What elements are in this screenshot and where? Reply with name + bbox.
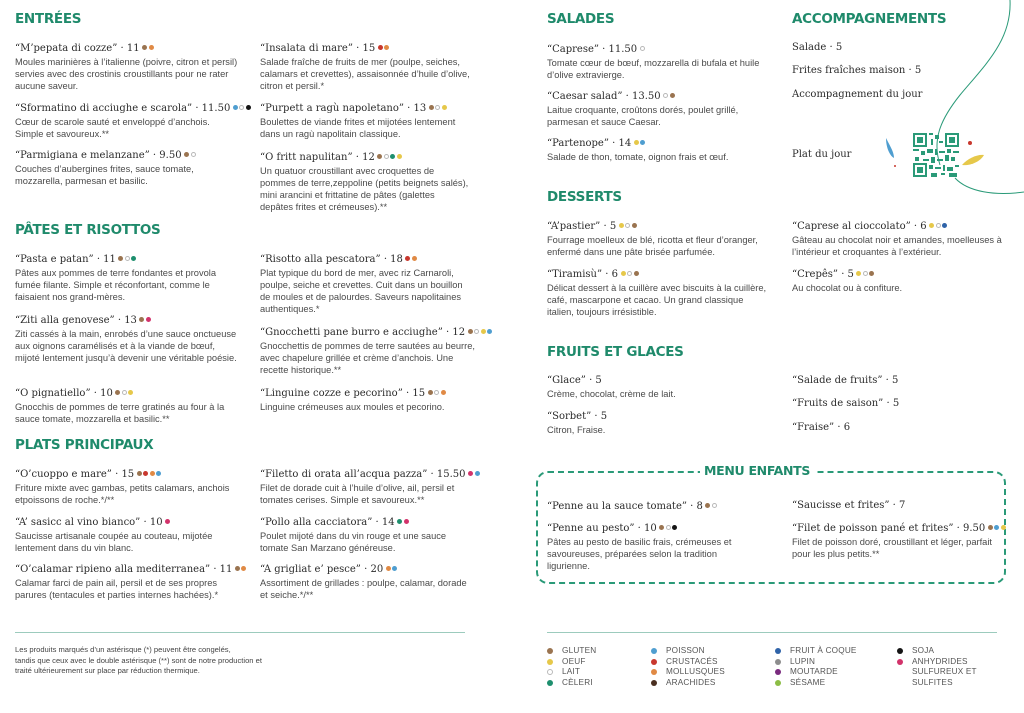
allergen-dots	[396, 515, 409, 528]
side-item: Frites fraîches maison · 5	[792, 65, 922, 76]
menu-item	[547, 136, 772, 163]
item-name: “Filetto di orata all’acqua pazza” · 15.50	[260, 467, 470, 481]
allergen-dots	[117, 252, 137, 265]
item-description: Calamar farci de pain ail, persil et de ses propres parures (tentacules et parties internes hachées).*	[15, 578, 219, 600]
item-name: “M’pepata di cozze” · 11	[15, 41, 240, 55]
item-description: Boulettes de viande frites et mijotées lentement dans un ragù napolitain classique.	[260, 117, 456, 139]
item-description: Pâtes au pesto de basilic frais, crémeuses et savoureuses, préparées selon la tradition ligurienne.	[547, 537, 732, 571]
allergen-dots	[376, 41, 389, 54]
item-name: “Partenope” · 14	[547, 136, 772, 150]
footer-divider	[15, 632, 465, 633]
legend-label: CÈLERI	[562, 677, 593, 687]
menu-item	[15, 252, 240, 303]
legend-item-celeri	[547, 678, 596, 689]
legend-label: ARACHIDES	[666, 677, 716, 687]
item-name: “Pollo alla cacciatora” · 14	[260, 515, 470, 529]
qr-code	[913, 133, 959, 177]
legend-item-gluten	[547, 646, 596, 657]
allergen-dots	[619, 267, 639, 280]
section-title-entrees: ENTRÉES	[15, 11, 82, 27]
legend-label: FRUIT À COQUE	[790, 646, 857, 655]
menu-item	[792, 521, 1002, 560]
item-description: Délicat dessert à la cuillère avec biscuits à la cuillère, café, mascarpone et cacao. Un grand classique italien, toujours irrésistible.	[547, 283, 767, 317]
legend-label: LAIT	[562, 667, 581, 676]
allergen-dot-sulfites-icon	[468, 471, 473, 476]
item-name: “Penne au pesto” · 10	[547, 521, 747, 535]
allergen-dot-gluten-icon	[988, 525, 993, 530]
section-title-plats: PLATS PRINCIPAUX	[15, 437, 154, 453]
allergen-dot-oeuf-icon	[128, 390, 133, 395]
allergen-dot-lait-icon	[640, 46, 645, 51]
item-name: “O’calamar ripieno alla mediterranea” · 11	[15, 562, 240, 576]
allergen-dot-celeri-icon	[397, 519, 402, 524]
allergen-dot-crustaces-icon	[143, 471, 148, 476]
allergen-dot-celeri-icon	[131, 256, 136, 261]
item-description: Filet de poisson doré, croustillant et léger, parfait pour les plus petits.**	[792, 537, 992, 559]
allergen-dot-poisson-icon	[640, 140, 645, 145]
legend-divider	[547, 632, 997, 633]
allergen-dot-lait-icon	[547, 669, 553, 675]
item-name: “Caprese al cioccolato” · 6	[792, 219, 1012, 233]
item-name: “Fruits de saison” · 5	[792, 398, 900, 409]
allergen-dots	[231, 101, 251, 114]
allergen-dot-celeri-icon	[547, 680, 553, 686]
menu-item	[15, 148, 240, 187]
legend-item-moutarde	[775, 667, 857, 678]
allergen-dot-oeuf-icon	[929, 223, 934, 228]
item-name: “Fraise” · 6	[792, 422, 851, 433]
menu-item	[15, 313, 240, 364]
legend-item-poisson	[651, 646, 725, 657]
menu-item	[15, 386, 240, 425]
legend-item-sesame	[775, 678, 857, 689]
item-name: “Crepês” · 5	[792, 267, 1012, 281]
legend-label: POISSON	[666, 646, 705, 655]
allergen-dot-lait-icon	[434, 390, 439, 395]
allergen-dot-gluten-icon	[429, 105, 434, 110]
allergen-dots	[141, 41, 154, 54]
footnote	[15, 645, 315, 677]
menu-item	[15, 41, 240, 92]
allergen-dot-gluten-icon	[428, 390, 433, 395]
allergen-dot-oeuf-icon	[621, 271, 626, 276]
allergen-dot-mollusques-icon	[386, 566, 391, 571]
allergen-dots	[376, 150, 402, 163]
allergen-dot-gluten-icon	[139, 317, 144, 322]
allergen-dot-oeuf-icon	[397, 154, 402, 159]
menu-item	[792, 421, 1012, 434]
allergen-dot-lait-icon	[122, 390, 127, 395]
allergen-dot-mollusques-icon	[241, 566, 246, 571]
item-name: “O pignatiello” · 10	[15, 386, 240, 400]
menu-item	[792, 219, 1012, 258]
item-description: Salade fraîche de fruits de mer (poulpe, seiches, calamars et crevettes), assaisonnée d’huile d’olive, citron et persil.*	[260, 57, 470, 91]
item-name: “Filet de poisson pané et frites” · 9.50	[792, 521, 1002, 535]
item-name: “Sorbet” · 5	[547, 411, 608, 422]
item-description: Au chocolat ou à confiture.	[792, 283, 903, 293]
allergen-dots	[138, 313, 151, 326]
allergen-dot-lait-icon	[863, 271, 868, 276]
side-item: Accompagnement du jour	[792, 89, 923, 100]
allergen-dots	[427, 101, 447, 114]
allergen-dot-gluten-icon	[137, 471, 142, 476]
allergen-dot-crustaces-icon	[405, 256, 410, 261]
menu-item	[792, 397, 1012, 410]
allergen-legend-col	[897, 646, 992, 688]
allergen-dot-lait-icon	[239, 105, 244, 110]
section-title-salades: SALADES	[547, 11, 615, 27]
footnote-line: tandis que ceux avec le double astérisque (**) sont de notre production et	[15, 655, 262, 665]
legend-label: OEUF	[562, 656, 586, 666]
menu-item	[260, 386, 470, 413]
section-title-accompagnements: ACCOMPAGNEMENTS	[792, 11, 947, 27]
item-name: “A grigliat e’ pesce” · 20	[260, 562, 470, 576]
menu-item	[15, 515, 240, 554]
item-description: Filet de dorade cuit à l’huile d’olive, ail, persil et tomates cerises. Simple et savoureux.**	[260, 483, 455, 505]
legend-label: CRUSTACÉS	[666, 656, 718, 666]
allergen-dot-gluten-icon	[670, 93, 675, 98]
allergen-dot-gluten-icon	[377, 154, 382, 159]
allergen-dots	[662, 89, 675, 102]
allergen-dots	[233, 562, 246, 575]
allergen-dot-lait-icon	[625, 223, 630, 228]
legend-item-crustaces	[651, 657, 725, 668]
menu-item	[547, 89, 772, 128]
allergen-dot-fruit_coque-icon	[775, 648, 781, 654]
allergen-dot-poisson-icon	[233, 105, 238, 110]
allergen-dot-oeuf-icon	[856, 271, 861, 276]
allergen-dot-mollusques-icon	[384, 45, 389, 50]
allergen-legend-col	[775, 646, 857, 688]
allergen-dot-mollusques-icon	[412, 256, 417, 261]
allergen-dot-lait-icon	[384, 154, 389, 159]
allergen-dot-lait-icon	[474, 329, 479, 334]
legend-item-oeuf	[547, 657, 596, 668]
allergen-dot-lupin-icon	[775, 659, 781, 665]
item-name: “Insalata di mare” · 15	[260, 41, 470, 55]
allergen-dots	[632, 136, 645, 149]
allergen-legend-col	[547, 646, 596, 688]
allergen-dots	[114, 386, 134, 399]
allergen-dots	[855, 267, 875, 280]
allergen-dot-sulfites-icon	[897, 659, 903, 665]
allergen-dot-gluten-icon	[235, 566, 240, 571]
menu-item	[547, 374, 772, 400]
legend-label: SOJA	[912, 646, 935, 655]
legend-item-soja	[897, 646, 992, 657]
legend-label: LUPIN	[790, 656, 816, 666]
allergen-dot-oeuf-icon	[481, 329, 486, 334]
menu-item	[260, 101, 470, 140]
item-name: “A’pastier” · 5	[547, 219, 772, 233]
menu-item	[547, 267, 772, 318]
menu-item	[547, 499, 772, 513]
item-name: “Gnocchetti pane burro e acciughe” · 12	[260, 325, 475, 339]
menu-item	[15, 562, 240, 601]
allergen-dot-lait-icon	[125, 256, 130, 261]
item-name: “Penne au la sauce tomate” · 8	[547, 499, 772, 513]
legend-item-sulfites	[897, 657, 992, 689]
section-title-pates: PÂTES ET RISOTTOS	[15, 222, 161, 238]
allergen-dot-gluten-icon	[547, 648, 553, 654]
item-description: Gnocchettis de pommes de terre sautées au beurre, avec chapelure grillée et crème d’anchois. Une recette historique.**	[260, 341, 475, 375]
side-item: Salade · 5	[792, 42, 843, 53]
item-name: “Glace” · 5	[547, 375, 602, 386]
allergen-dot-gluten-icon	[115, 390, 120, 395]
item-name: “Salade de fruits” · 5	[792, 375, 899, 386]
item-name: “Tiramisù” · 6	[547, 267, 772, 281]
allergen-dot-gluten-icon	[632, 223, 637, 228]
allergen-dot-gluten-icon	[869, 271, 874, 276]
allergen-dot-sesame-icon	[775, 680, 781, 686]
menu-item	[547, 410, 772, 436]
item-description: Plat typique du bord de mer, avec riz Carnaroli, poulpe, seiche et crevettes. Cuit dans un bouillon de moules et de palourdes. Saveurs napolitaines authentiques.*	[260, 268, 463, 314]
item-description: Cœur de scarole sauté et enveloppé d’anchois. Simple et savoureux.**	[15, 117, 210, 139]
item-name: “Caprese” · 11.50	[547, 42, 772, 56]
allergen-dot-soja-icon	[897, 648, 903, 654]
allergen-dot-oeuf-icon	[442, 105, 447, 110]
allergen-dot-gluten-icon	[659, 525, 664, 530]
allergen-dot-mollusques-icon	[149, 45, 154, 50]
item-description: Friture mixte avec gambas, petits calamars, anchois etpoissons de roche.*/**	[15, 483, 230, 505]
item-name: “Caesar salad” · 13.50	[547, 89, 772, 103]
item-description: Moules marinières à l’italienne (poivre, citron et persil) servies avec des crostinis croustillants pour ne rater aucune saveur.	[15, 57, 238, 91]
section-title-enfants: MENU ENFANTS	[700, 463, 814, 478]
item-name: “Saucisse et frites” · 7	[792, 500, 906, 511]
allergen-dot-lait-icon	[666, 525, 671, 530]
footnote-line: traité ultérieurement sur place par réduction thermique.	[15, 666, 200, 675]
allergen-dots	[164, 515, 171, 528]
allergen-dot-oeuf-icon	[619, 223, 624, 228]
allergen-dot-lait-icon	[712, 503, 717, 508]
legend-label: MOUTARDE	[790, 667, 838, 676]
allergen-dot-crustaces-icon	[651, 659, 657, 665]
allergen-dot-oeuf-icon	[634, 140, 639, 145]
item-description: Saucisse artisanale coupée au couteau, mijotée lentement dans du vin blanc.	[15, 531, 213, 553]
menu-item	[260, 41, 470, 92]
allergen-legend-col	[651, 646, 725, 688]
allergen-dot-poisson-icon	[994, 525, 999, 530]
allergen-dot-oeuf-icon	[547, 659, 553, 665]
item-description: Un quatuor croustillant avec croquettes de pommes de terre,zeppoline (petits beignets salés), mini arancini et frittatine de pâtes (galettes depâtes frites et crémeuses).**	[260, 166, 469, 212]
legend-item-lait	[547, 667, 596, 678]
item-description: Ziti cassés à la main, enrobés d’une sauce onctueuse aux oignons caramélisés et à la viande de bœuf, mijoté lentement jusqu’à devenir une véritable poésie.	[15, 329, 237, 363]
legend-item-arachides	[651, 678, 725, 689]
item-description: Crème, chocolat, crème de lait.	[547, 389, 676, 399]
allergen-dots	[638, 42, 645, 55]
item-description: Couches d’aubergines frites, sauce tomate, mozzarella, parmesan et basilic.	[15, 164, 194, 186]
allergen-dots	[658, 521, 678, 534]
allergen-dot-gluten-icon	[142, 45, 147, 50]
menu-item	[260, 515, 470, 554]
menu-item	[792, 499, 1002, 512]
allergen-dot-lait-icon	[663, 93, 668, 98]
allergen-dots	[404, 252, 417, 265]
item-description: Citron, Fraise.	[547, 425, 606, 435]
allergen-dot-sulfites-icon	[146, 317, 151, 322]
menu-item	[260, 252, 470, 315]
menu-item	[260, 325, 475, 376]
allergen-dot-gluten-icon	[184, 152, 189, 157]
item-description: Assortiment de grillades : poulpe, calamar, dorade et seiche.*/**	[260, 578, 467, 600]
allergen-dot-lait-icon	[435, 105, 440, 110]
allergen-dots	[986, 521, 1006, 534]
allergen-dot-oeuf-icon	[1001, 525, 1006, 530]
legend-item-fruit_coque	[775, 646, 857, 657]
footnote-line: Les produits marqués d’un astérisque (*) peuvent être congelés,	[15, 645, 231, 654]
allergen-dot-lait-icon	[191, 152, 196, 157]
menu-item	[547, 42, 772, 81]
item-description: Pâtes aux pommes de terre fondantes et provola fumée filante. Simple et réconfortant, comme le faisaient nos grand-mères.	[15, 268, 217, 302]
item-name: “Ziti alla genovese” · 13	[15, 313, 240, 327]
item-description: Laitue croquante, croûtons dorés, poulet grillé, parmesan et sauce Caesar.	[547, 105, 739, 127]
item-name: “Risotto alla pescatora” · 18	[260, 252, 470, 266]
allergen-dot-poisson-icon	[487, 329, 492, 334]
allergen-dot-soja-icon	[246, 105, 251, 110]
item-name: “Parmigiana e melanzane” · 9.50	[15, 148, 240, 162]
item-name: “Purpett a ragù napoletano” · 13	[260, 101, 470, 115]
legend-label: ANHYDRIDES SULFUREUX ET SULFITES	[912, 656, 977, 687]
allergen-dot-poisson-icon	[156, 471, 161, 476]
allergen-dot-crustaces-icon	[378, 45, 383, 50]
item-description: Poulet mijoté dans du vin rouge et une sauce tomate San Marzano généreuse.	[260, 531, 447, 553]
allergen-dot-poisson-icon	[651, 648, 657, 654]
menu-item	[260, 150, 470, 213]
allergen-dot-poisson-icon	[475, 471, 480, 476]
item-description: Gâteau au chocolat noir et amandes, moelleuses à l’intérieur et croquantes à l’extérieur.	[792, 235, 1002, 257]
allergen-dot-arachides-icon	[651, 680, 657, 686]
section-title-fruits: FRUITS ET GLACES	[547, 344, 684, 360]
section-title-desserts: DESSERTS	[547, 189, 622, 205]
side-item: Plat du jour	[792, 149, 852, 160]
allergen-dots	[384, 562, 397, 575]
item-name: “Sformatino di acciughe e scarola” · 11.50	[15, 101, 240, 115]
item-description: Tomate cœur de bœuf, mozzarella di bufala et huile d’olive extravierge.	[547, 58, 760, 80]
allergen-dot-poisson-icon	[392, 566, 397, 571]
allergen-dot-soja-icon	[672, 525, 677, 530]
menu-item	[792, 374, 1012, 387]
allergen-dot-sulfites-icon	[165, 519, 170, 524]
allergen-dot-gluten-icon	[705, 503, 710, 508]
item-name: “O’cuoppo e mare” · 15	[15, 467, 240, 481]
allergen-dots	[466, 325, 492, 338]
allergen-dot-gluten-icon	[634, 271, 639, 276]
menu-item	[15, 101, 240, 140]
allergen-dot-celeri-icon	[390, 154, 395, 159]
item-name: “O fritt napulitan” · 12	[260, 150, 470, 164]
menu-item	[260, 467, 470, 506]
allergen-dots	[467, 467, 480, 480]
legend-label: MOLLUSQUES	[666, 667, 725, 676]
menu-item	[547, 521, 747, 572]
item-name: “Pasta e patan” · 11	[15, 252, 240, 266]
allergen-dot-gluten-icon	[118, 256, 123, 261]
allergen-dot-mollusques-icon	[651, 669, 657, 675]
allergen-dots	[617, 219, 637, 232]
menu-item	[547, 219, 772, 258]
legend-item-mollusques	[651, 667, 725, 678]
allergen-dot-mollusques-icon	[441, 390, 446, 395]
allergen-dot-fruit_coque-icon	[942, 223, 947, 228]
allergen-dots	[183, 148, 196, 161]
allergen-dots	[426, 386, 446, 399]
allergen-dots	[704, 499, 717, 512]
allergen-dot-gluten-icon	[468, 329, 473, 334]
menu-item	[15, 467, 240, 506]
item-description: Gnocchis de pommes de terre gratinés au four à la sauce tomate, mozzarella et basilic.**	[15, 402, 225, 424]
allergen-dot-moutarde-icon	[775, 669, 781, 675]
allergen-dot-lait-icon	[627, 271, 632, 276]
item-name: “Linguine cozze e pecorino” · 15	[260, 386, 470, 400]
menu-item	[260, 562, 470, 601]
menu-item	[792, 267, 1012, 294]
allergen-dot-mollusques-icon	[150, 471, 155, 476]
allergen-dot-sulfites-icon	[404, 519, 409, 524]
allergen-dots	[135, 467, 161, 480]
item-description: Fourrage moelleux de blé, ricotta et fleur d’oranger, enfermé dans une pâte brisée parfumée.	[547, 235, 758, 257]
legend-label: SÉSAME	[790, 677, 826, 687]
item-name: “A’ sasicc al vino bianco” · 10	[15, 515, 240, 529]
legend-label: GLUTEN	[562, 646, 597, 655]
legend-item-lupin	[775, 657, 857, 668]
allergen-dot-lait-icon	[936, 223, 941, 228]
item-description: Linguine crémeuses aux moules et pecorino.	[260, 402, 445, 412]
allergen-dots	[928, 219, 948, 232]
item-description: Salade de thon, tomate, oignon frais et œuf.	[547, 152, 729, 162]
